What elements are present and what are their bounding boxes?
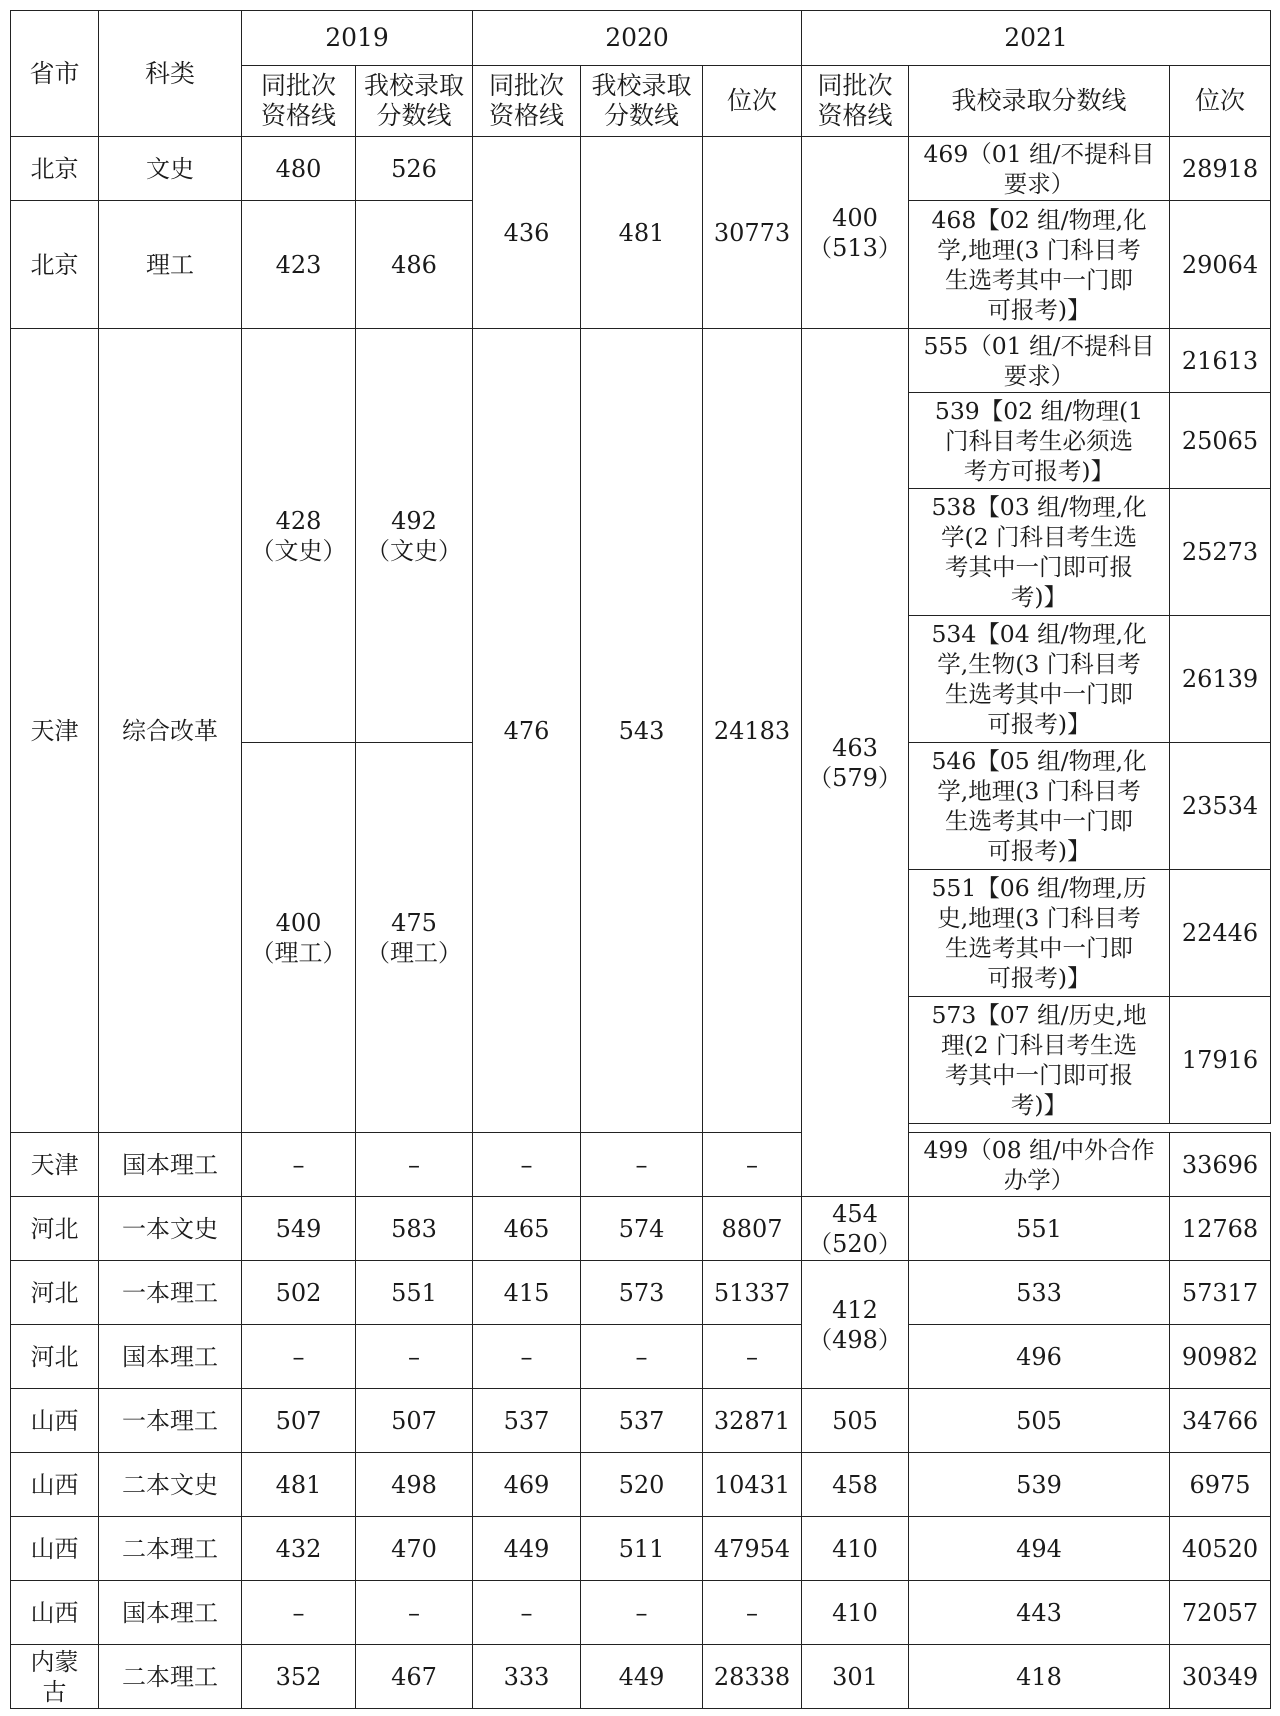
cell-2020-rank: – [703, 1325, 802, 1389]
cell-2020-score: 543 [581, 329, 703, 1133]
table-row [11, 1133, 1271, 1197]
table-row [11, 1261, 1271, 1325]
cell-2020-rank: 28338 [703, 1645, 802, 1709]
cell-2019-score-wenshi: 492 （文史） [356, 329, 473, 743]
table-row [11, 1453, 1271, 1517]
cell-2021-score: 469（01 组/不提科目 要求） [909, 137, 1170, 201]
cell-2021-score: 443 [909, 1581, 1170, 1645]
cell-2020-rank: 10431 [703, 1453, 802, 1517]
cell-2019-qual: 432 [242, 1517, 356, 1581]
cell-2021-score: 496 [909, 1325, 1170, 1389]
cell-2021-score: 573【07 组/历史,地 理(2 门科目考生选 考其中一门即可报 考)】 [909, 997, 1170, 1124]
table-row [11, 1197, 1271, 1261]
cell-2021-rank: 26139 [1170, 616, 1271, 743]
cell-2020-score: 520 [581, 1453, 703, 1517]
cell-2019-score: – [356, 1325, 473, 1389]
cell-2020-rank: 24183 [703, 329, 802, 1133]
cell-2021-qual: 410 [802, 1581, 909, 1645]
cell-2021-score: 534【04 组/物理,化 学,生物(3 门科目考 生选考其中一门即 可报考)】 [909, 616, 1170, 743]
header-2019-qual: 同批次 资格线 [242, 66, 356, 137]
header-year-2019: 2019 [242, 11, 473, 66]
cell-2021-rank: 21613 [1170, 329, 1271, 393]
cell-2020-score: 574 [581, 1197, 703, 1261]
cell-2019-qual: 507 [242, 1389, 356, 1453]
cell-2021-score: 494 [909, 1517, 1170, 1581]
cell-2020-rank: 8807 [703, 1197, 802, 1261]
header-2020-rank: 位次 [703, 66, 802, 137]
cell-2020-score: 449 [581, 1645, 703, 1709]
cell-province: 天津 [11, 329, 99, 1133]
cell-2020-rank: 51337 [703, 1261, 802, 1325]
cell-2019-score: 583 [356, 1197, 473, 1261]
cell-province: 山西 [11, 1389, 99, 1453]
header-2020-qual: 同批次 资格线 [473, 66, 581, 137]
cell-2021-qual: 301 [802, 1645, 909, 1709]
cell-2019-qual: 549 [242, 1197, 356, 1261]
cell-2021-rank: 40520 [1170, 1517, 1271, 1581]
admission-score-table [10, 10, 1271, 1709]
table-row [11, 329, 1271, 393]
cell-2020-qual: 537 [473, 1389, 581, 1453]
cell-2020-score: – [581, 1325, 703, 1389]
cell-2021-rank: 6975 [1170, 1453, 1271, 1517]
cell-2021-rank: 23534 [1170, 743, 1271, 870]
table-row [11, 1389, 1271, 1453]
header-2021-score: 我校录取分数线 [909, 66, 1170, 137]
cell-2020-qual: 415 [473, 1261, 581, 1325]
cell-2020-qual: 449 [473, 1517, 581, 1581]
cell-2019-qual: 352 [242, 1645, 356, 1709]
cell-2021-qual: 458 [802, 1453, 909, 1517]
cell-province: 天津 [11, 1133, 99, 1197]
cell-2020-rank: 30773 [703, 137, 802, 329]
cell-2020-score: 573 [581, 1261, 703, 1325]
cell-province: 山西 [11, 1517, 99, 1581]
header-2021-rank: 位次 [1170, 66, 1271, 137]
cell-2019-score: – [356, 1133, 473, 1197]
cell-category: 一本文史 [99, 1197, 242, 1261]
cell-2020-qual: – [473, 1581, 581, 1645]
cell-category: 理工 [99, 201, 242, 329]
cell-2019-qual-wenshi: 428 （文史） [242, 329, 356, 743]
cell-province: 内蒙 古 [11, 1645, 99, 1709]
cell-2021-score: 551【06 组/物理,历 史,地理(3 门科目考 生选考其中一门即 可报考)】 [909, 870, 1170, 997]
cell-2019-score: 467 [356, 1645, 473, 1709]
table-row [11, 137, 1271, 201]
cell-province: 河北 [11, 1325, 99, 1389]
cell-2021-rank: 25273 [1170, 489, 1271, 616]
cell-province: 山西 [11, 1581, 99, 1645]
cell-2021-rank: 72057 [1170, 1581, 1271, 1645]
cell-2021-rank: 90982 [1170, 1325, 1271, 1389]
cell-2020-rank: – [703, 1133, 802, 1197]
cell-2019-qual: – [242, 1581, 356, 1645]
cell-2019-score: 486 [356, 201, 473, 329]
cell-category: 一本理工 [99, 1261, 242, 1325]
cell-2021-rank: 22446 [1170, 870, 1271, 997]
cell-province: 山西 [11, 1453, 99, 1517]
cell-2019-score: 470 [356, 1517, 473, 1581]
cell-2020-rank: – [703, 1581, 802, 1645]
cell-2021-qual: 410 [802, 1517, 909, 1581]
cell-2020-rank: 47954 [703, 1517, 802, 1581]
cell-2020-score: – [581, 1581, 703, 1645]
header-year-2021: 2021 [802, 11, 1271, 66]
cell-2021-score: 468【02 组/物理,化 学,地理(3 门科目考 生选考其中一门即 可报考)】 [909, 201, 1170, 329]
cell-category: 综合改革 [99, 329, 242, 1133]
cell-2019-score: 551 [356, 1261, 473, 1325]
cell-2019-qual-ligong: 400 （理工） [242, 743, 356, 1133]
cell-2021-rank: 30349 [1170, 1645, 1271, 1709]
cell-2021-score: 499（08 组/中外合作 办学） [909, 1133, 1170, 1197]
header-2019-score: 我校录取 分数线 [356, 66, 473, 137]
cell-2019-score: 526 [356, 137, 473, 201]
cell-2021-score: 418 [909, 1645, 1170, 1709]
cell-2021-qual: 412 （498） [802, 1261, 909, 1389]
cell-2019-qual: 423 [242, 201, 356, 329]
table-row [11, 1581, 1271, 1645]
header-province: 省市 [11, 11, 99, 137]
header-category: 科类 [99, 11, 242, 137]
cell-2021-rank: 29064 [1170, 201, 1271, 329]
cell-2020-score: 537 [581, 1389, 703, 1453]
cell-2020-score: 511 [581, 1517, 703, 1581]
cell-2020-qual: – [473, 1133, 581, 1197]
cell-2020-qual: 436 [473, 137, 581, 329]
cell-2021-rank: 34766 [1170, 1389, 1271, 1453]
cell-2021-rank: 33696 [1170, 1133, 1271, 1197]
cell-2019-qual: 502 [242, 1261, 356, 1325]
cell-category: 二本理工 [99, 1645, 242, 1709]
cell-2020-score: – [581, 1133, 703, 1197]
cell-2020-score: 481 [581, 137, 703, 329]
header-2021-qual: 同批次 资格线 [802, 66, 909, 137]
cell-category: 国本理工 [99, 1133, 242, 1197]
header-year-2020: 2020 [473, 11, 802, 66]
cell-2019-score: – [356, 1581, 473, 1645]
cell-province: 北京 [11, 201, 99, 329]
cell-category: 二本文史 [99, 1453, 242, 1517]
cell-category: 国本理工 [99, 1325, 242, 1389]
cell-2021-qual: 400 （513） [802, 137, 909, 329]
cell-2019-qual: – [242, 1325, 356, 1389]
cell-2020-rank: 32871 [703, 1389, 802, 1453]
cell-2019-score-ligong: 475 （理工） [356, 743, 473, 1133]
table-row [11, 1325, 1271, 1389]
cell-province: 北京 [11, 137, 99, 201]
cell-2019-qual: 481 [242, 1453, 356, 1517]
cell-2021-rank: 28918 [1170, 137, 1271, 201]
table-row [11, 1645, 1271, 1709]
cell-2021-score: 551 [909, 1197, 1170, 1261]
cell-category: 文史 [99, 137, 242, 201]
cell-province: 河北 [11, 1261, 99, 1325]
cell-2021-rank: 57317 [1170, 1261, 1271, 1325]
cell-category: 二本理工 [99, 1517, 242, 1581]
cell-2021-score: 539【02 组/物理(1 门科目考生必须选 考方可报考)】 [909, 393, 1170, 489]
cell-2021-qual: 463 （579） [802, 329, 909, 1197]
cell-2021-rank: 25065 [1170, 393, 1271, 489]
cell-2021-rank: 12768 [1170, 1197, 1271, 1261]
cell-2021-score: 555（01 组/不提科目 要求） [909, 329, 1170, 393]
cell-2019-score: 498 [356, 1453, 473, 1517]
cell-category: 一本理工 [99, 1389, 242, 1453]
cell-province: 河北 [11, 1197, 99, 1261]
cell-category: 国本理工 [99, 1581, 242, 1645]
cell-2019-qual: – [242, 1133, 356, 1197]
cell-2020-qual: 333 [473, 1645, 581, 1709]
cell-2021-qual: 454 （520） [802, 1197, 909, 1261]
cell-2020-qual: 469 [473, 1453, 581, 1517]
table-row [11, 1517, 1271, 1581]
header-2020-score: 我校录取 分数线 [581, 66, 703, 137]
cell-2021-score: 505 [909, 1389, 1170, 1453]
cell-2021-score: 538【03 组/物理,化 学(2 门科目考生选 考其中一门即可报 考)】 [909, 489, 1170, 616]
cell-2021-qual: 505 [802, 1389, 909, 1453]
cell-2019-qual: 480 [242, 137, 356, 201]
cell-2020-qual: – [473, 1325, 581, 1389]
cell-2020-qual: 476 [473, 329, 581, 1133]
cell-2021-score: 533 [909, 1261, 1170, 1325]
cell-2021-score: 539 [909, 1453, 1170, 1517]
cell-2021-score: 546【05 组/物理,化 学,地理(3 门科目考 生选考其中一门即 可报考)】 [909, 743, 1170, 870]
cell-2021-rank: 17916 [1170, 997, 1271, 1124]
cell-2019-score: 507 [356, 1389, 473, 1453]
cell-2020-qual: 465 [473, 1197, 581, 1261]
